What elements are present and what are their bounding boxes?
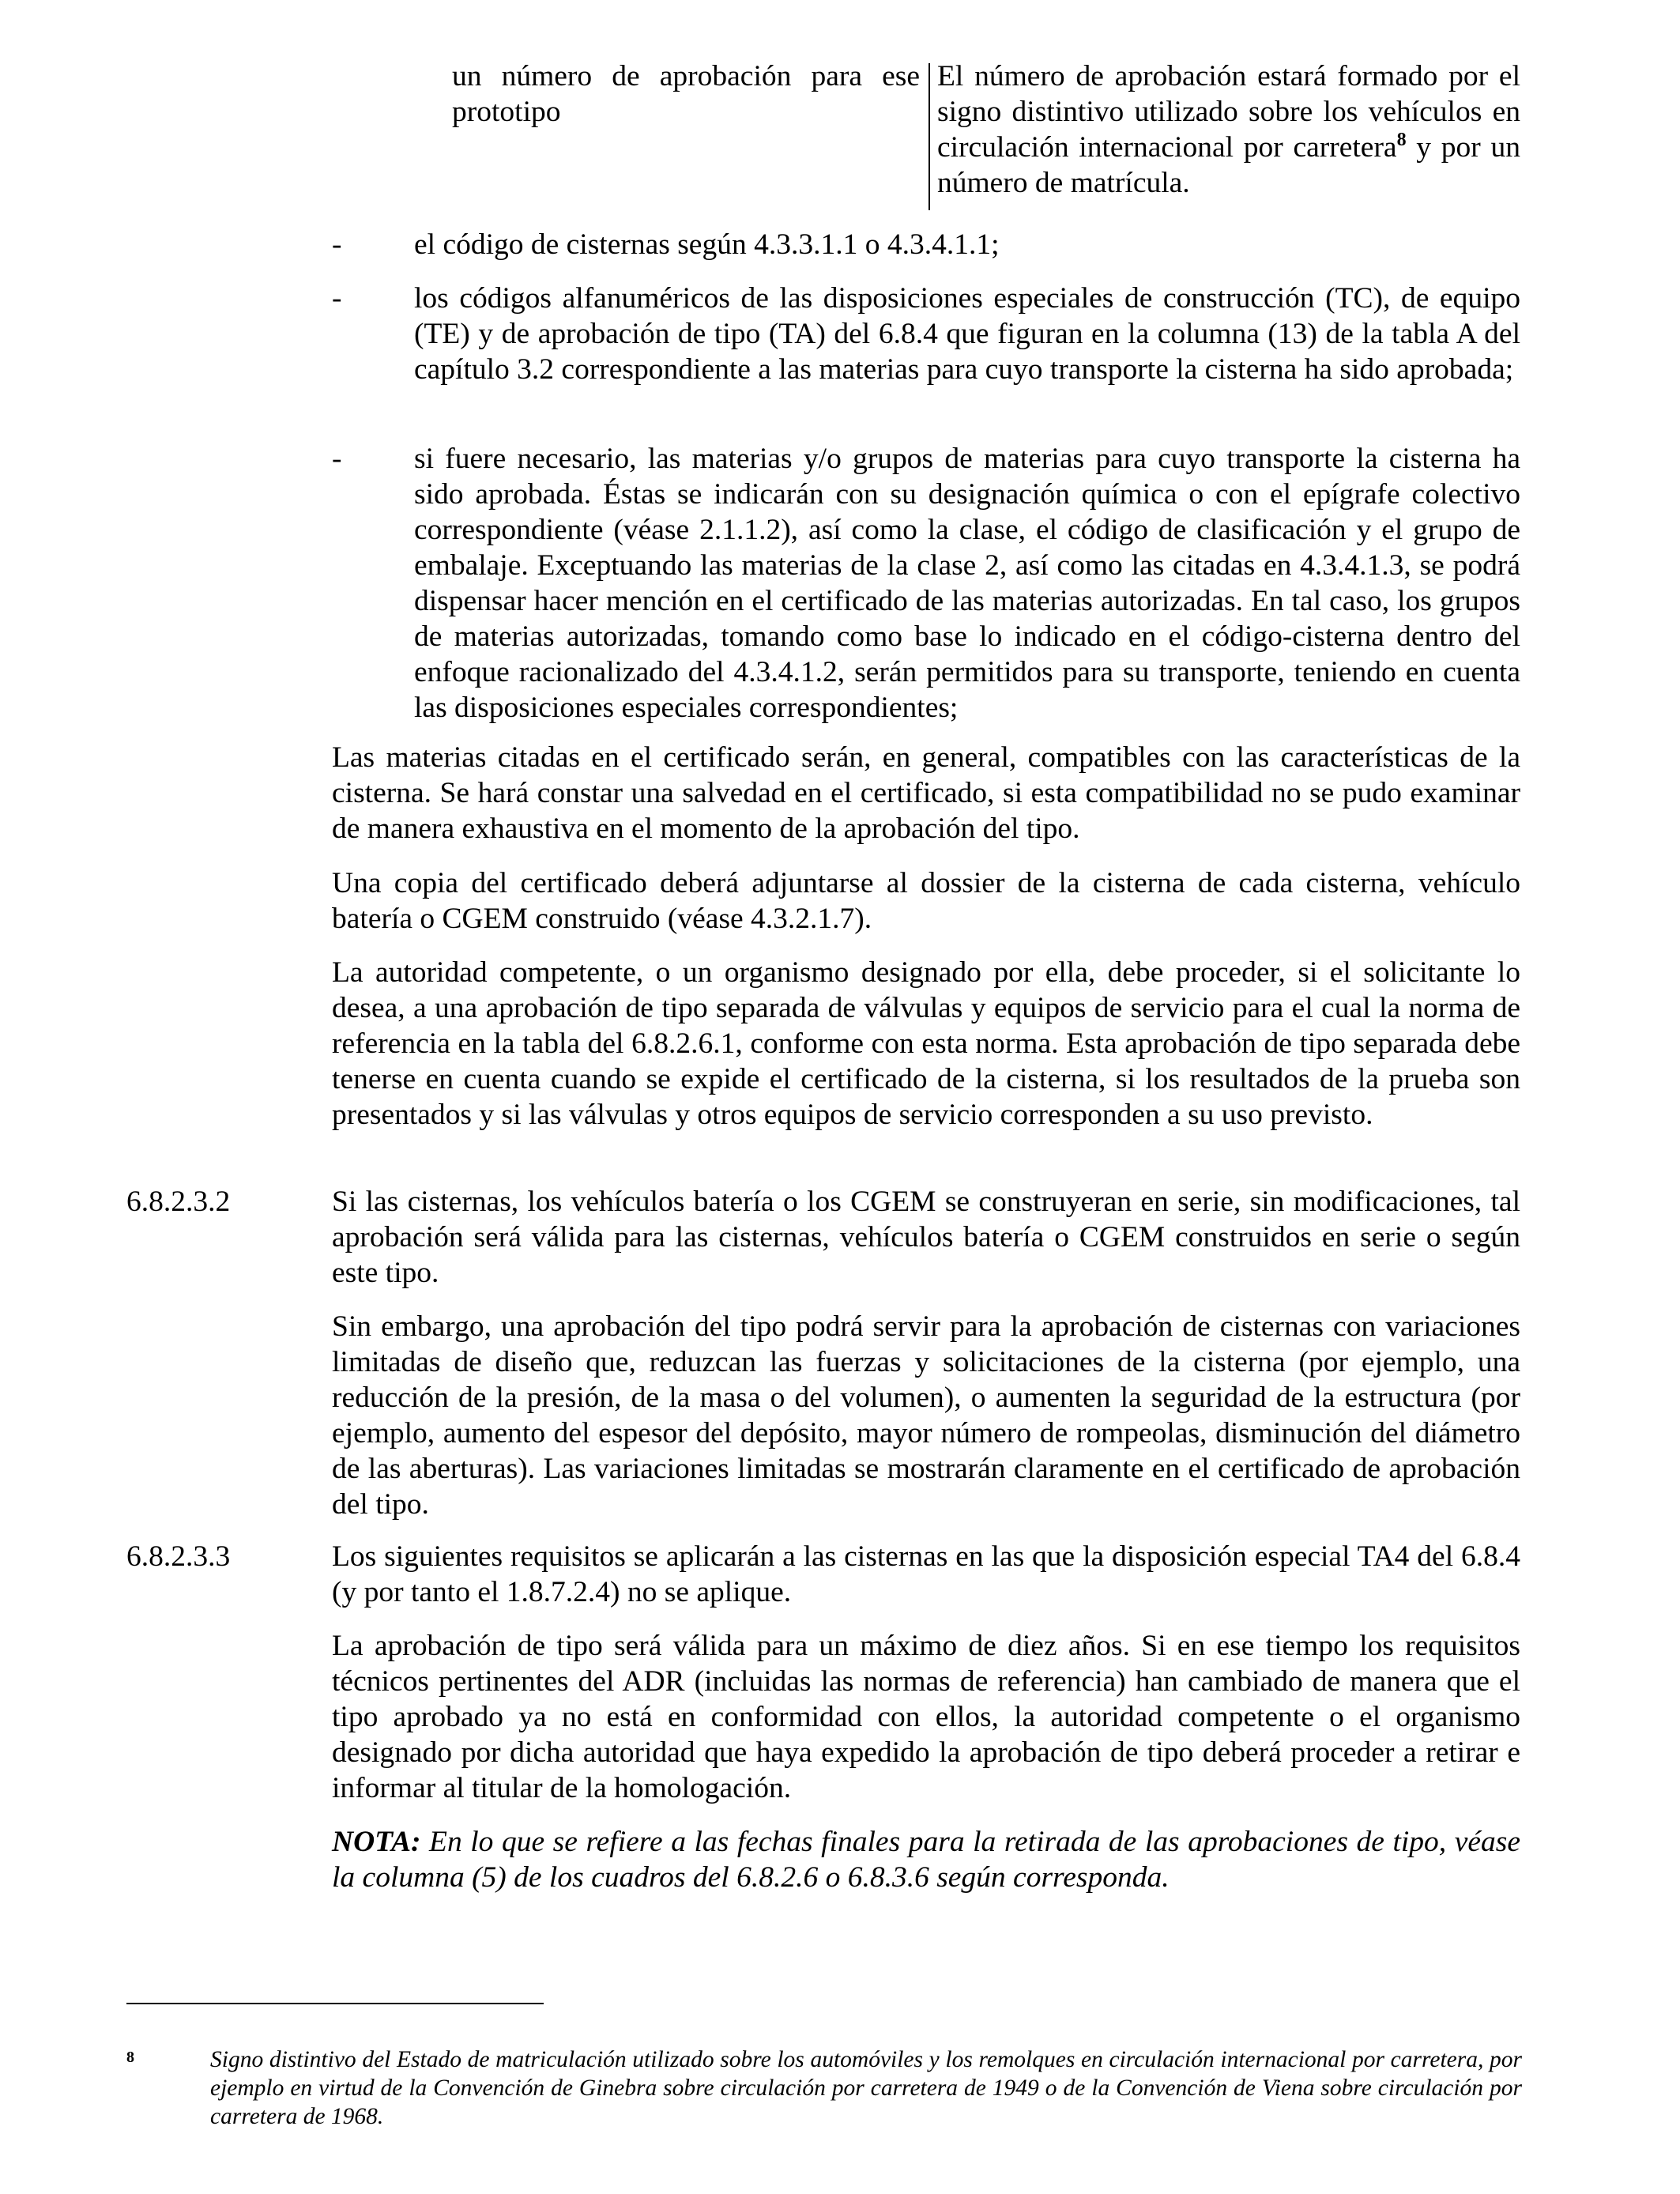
footnote-mark: 8 — [126, 2049, 134, 2066]
section-paragraph: Sin embargo, una aprobación del tipo podrá servir para la aprobación de cisternas con variaciones limitadas de diseño que, reduzcan las fuerzas y solicitaciones de la cisterna (por ejemplo, una reducción de la presión, de la masa o del volumen), o aumenten la seguridad de la estructura (por ejemplo, aumento del espesor del depósito, mayor número de rompeolas, disminución del diámetro de las aberturas). Las variaciones limitadas se mostrarán claramente en el certificado de aprobación del tipo. — [332, 1310, 1520, 1521]
note-label: NOTA: — [332, 1826, 421, 1858]
section-number: 6.8.2.3.2 — [126, 1186, 231, 1218]
section-number: 6.8.2.3.3 — [126, 1540, 231, 1573]
section-paragraph: Los siguientes requisitos se aplicarán a las cisternas en las que la disposición especial TA4 del 6.8.4 (y por tanto el 1.8.7.2.4) no se aplique. — [332, 1540, 1520, 1608]
bullet-dash: - — [332, 443, 342, 475]
note-paragraph — [332, 1824, 1520, 1895]
paragraph: Las materias citadas en el certificado serán, en general, compatibles con las características de la cisterna. Se hará constar una salvedad en el certificado, si esta compatibilidad no se pudo examinar de manera exhaustiva en el momento de la aprobación del tipo. — [332, 741, 1520, 845]
paragraph: Una copia del certificado deberá adjuntarse al dossier de la cisterna de cada cisterna, vehículo batería o CGEM construido (véase 4.3.2.1.7). — [332, 867, 1520, 935]
footnote-separator — [126, 2003, 544, 2004]
table-row — [452, 58, 1520, 209]
footnote-text: Signo distintivo del Estado de matriculación utilizado sobre los automóviles y los remolques en circulación internacional por carretera, por ejemplo en virtud de la Convención de Ginebra sobre circulación por carretera de 1949 o de la Convención de Viena sobre circulación por carretera de 1968. — [210, 2047, 1522, 2129]
list-item-text: el código de cisternas según 4.3.3.1.1 o 4.3.4.1.1; — [414, 228, 1000, 261]
table-column-divider — [929, 63, 930, 210]
table-cell-right — [937, 58, 1520, 201]
section-paragraph: La aprobación de tipo será válida para un máximo de diez años. Si en ese tiempo los requisitos técnicos pertinentes del ADR (incluidas las normas de referencia) han cambiado de manera que el tipo aprobado ya no está en conformidad con ellos, la autoridad competente o el organismo designado por dicha autoridad que haya expedido la aprobación de tipo deberá proceder a retirar e informar al titular de la homologación. — [332, 1630, 1520, 1804]
bullet-dash: - — [332, 282, 342, 315]
footnote-reference[interactable]: 8 — [1396, 130, 1407, 150]
section-paragraph: Si las cisternas, los vehículos batería o los CGEM se construyeran en serie, sin modificaciones, tal aprobación será válida para las cisternas, vehículos batería o CGEM construidos en serie o según este tipo. — [332, 1186, 1520, 1289]
table-cell-right-text: El número de aprobación estará formado por el signo distintivo utilizado sobre los vehículos en circulación internacional por carretera — [937, 60, 1520, 164]
bullet-dash: - — [332, 228, 342, 261]
table-cell-left: un número de aprobación para ese prototipo — [452, 60, 920, 128]
list-item-text: los códigos alfanuméricos de las disposiciones especiales de construcción (TC), de equipo (TE) y de aprobación de tipo (TA) del 6.8.4 que figuran en la columna (13) de la tabla A del capítulo 3.2 correspondiente a las materias para cuyo transporte la cisterna ha sido aprobada; — [414, 282, 1520, 386]
table-cell-right-text-end: y por un número de matrícula. — [937, 131, 1520, 199]
list-item-text: si fuere necesario, las materias y/o grupos de materias para cuyo transporte la cisterna ha sido aprobada. Éstas se indicarán con su designación química o con el epígrafe colectivo correspondiente (véase 2.1.1.2), así como la clase, el código de clasificación y el grupo de embalaje. Exceptuando las materias de la clase 2, así como las citadas en 4.3.4.1.3, se podrá dispensar hacer mención en el certificado de las materias autorizadas. En tal caso, los grupos de materias autorizadas, tomando como base lo indicado en el código-cisterna dentro del enfoque racionalizado del 4.3.4.1.2, serán permitidos para su transporte, teniendo en cuenta las disposiciones especiales correspondientes; — [414, 443, 1520, 724]
paragraph: La autoridad competente, o un organismo designado por ella, debe proceder, si el solicitante lo desea, a una aprobación de tipo separada de válvulas y equipos de servicio para el cual la norma de referencia en la tabla del 6.8.2.6.1, conforme con esta norma. Esta aprobación de tipo separada debe tenerse en cuenta cuando se expide el certificado de la cisterna, si los resultados de la prueba son presentados y si las válvulas y otros equipos de servicio corresponden a su uso previsto. — [332, 956, 1520, 1131]
note-text: En lo que se refiere a las fechas finales para la retirada de las aprobaciones de tipo, véase la columna (5) de los cuadros del 6.8.2.6 o 6.8.3.6 según corresponda. — [332, 1826, 1520, 1894]
